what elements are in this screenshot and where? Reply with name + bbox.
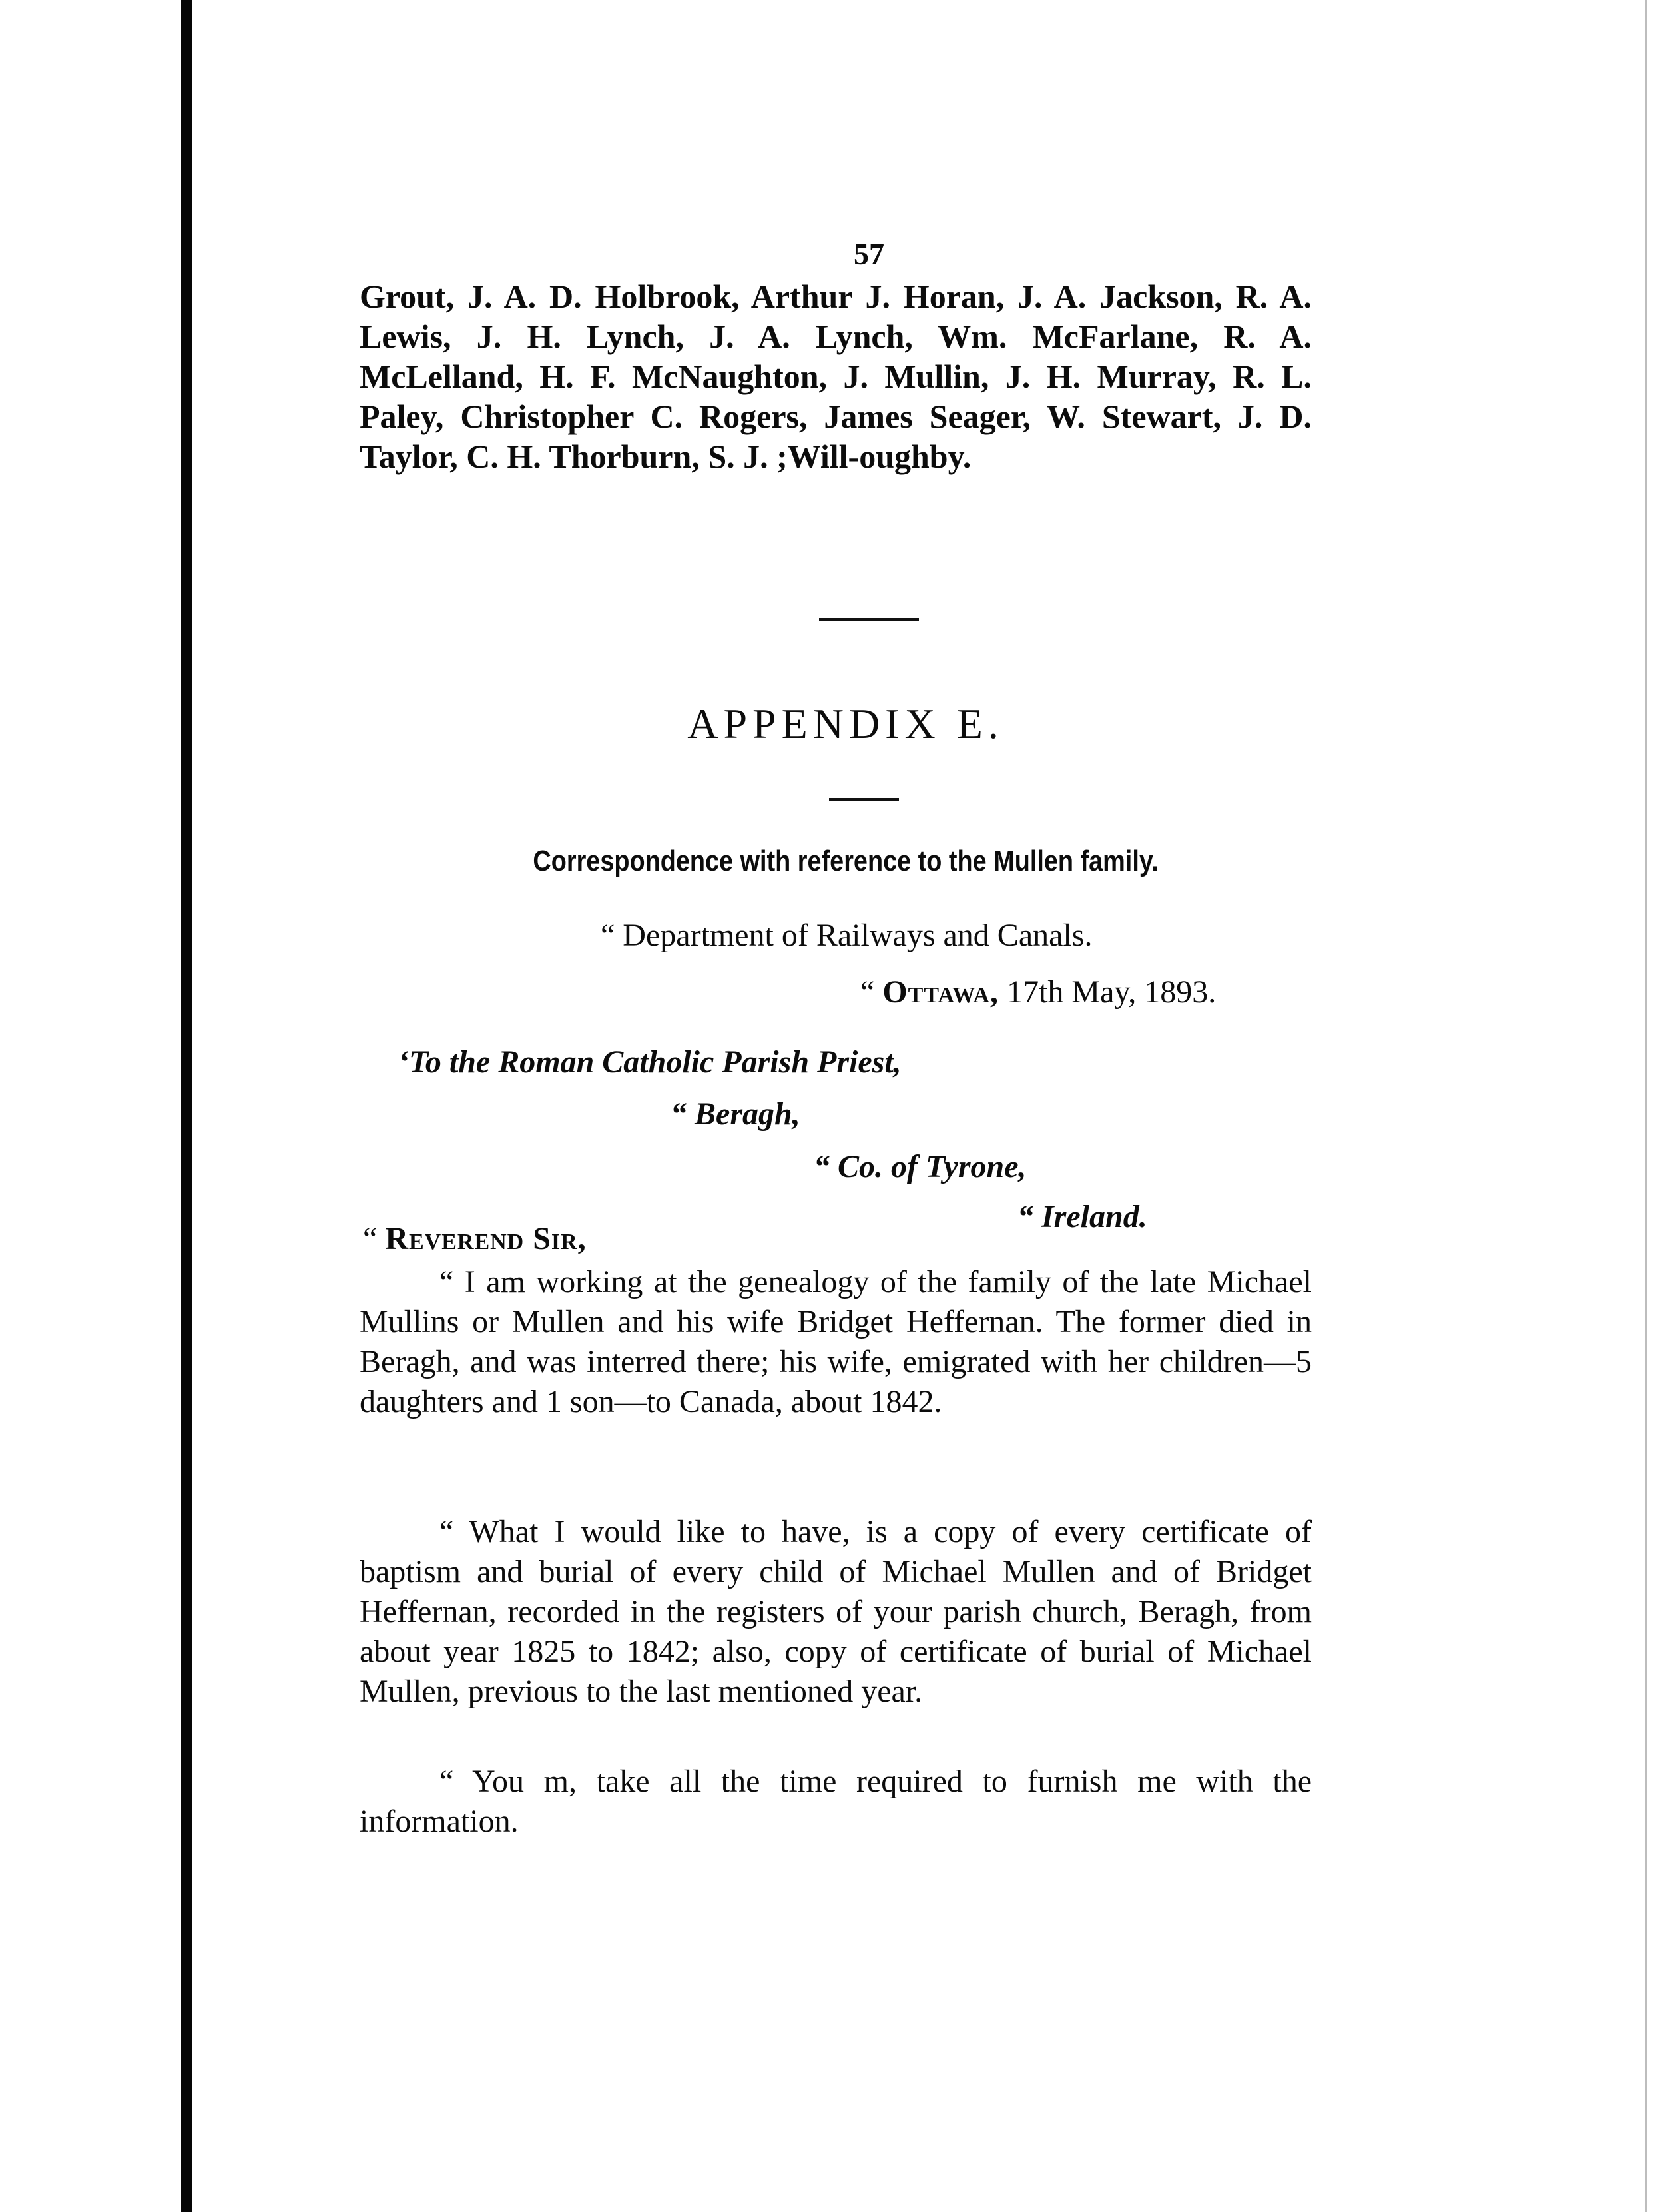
address-line-3: “ Co. of Tyrone, [814,1149,1027,1184]
top-divider [819,618,919,621]
appendix-title: APPENDIX E. [687,700,1004,747]
date-rest: 17th May, 1893. [999,974,1217,1010]
paragraph-2-text: “ What I would like to have, is a copy of every certificate of baptism and burial of every child of Michael Mullen and of Bridget Heffernan, recorded in the registers of your parish church, Beragh, from about year 1825 to 1842; also, copy of certificate of burial of Michael Mullen, previous to the last mentioned year. [360,1514,1312,1709]
page-binding-edge [181,0,192,2212]
address-line-4: “ Ireland. [1017,1199,1147,1234]
letter-paragraph-3 [360,1762,1312,1850]
salutation [363,1219,587,1259]
letter-paragraph-1 [360,1262,1312,1430]
address-line-1: ‘To the Roman Catholic Parish Priest, [398,1044,902,1080]
page-number: 57 [854,237,884,271]
names-list: Grout, J. A. D. Holbrook, Arthur J. Horan, J. A. Jackson, R. A. Lewis, J. H. Lynch, J. A. Lynch, Wm. McFarlane, R. A. McLelland, H. F. McNaughton, J. Mullin, J. H. Murray, R. L. Paley, Christopher C. Rogers, James Seager, W. Stewart, J. D. Taylor, C. H. Thorburn, S. J. ;Will-oughby. [360,278,1312,475]
paragraph-1-text: “ I am working at the genealogy of the family of the late Michael Mullins or Mullen and his wife Bridget Heffernan. The former died in Beragh, and was interred there; his wife, emigrated with her children—5 daughters and 1 son—to Canada, about 1842. [360,1264,1312,1419]
appendix-subtitle: Correspondence with reference to the Mullen family. [533,845,1159,877]
letter-date [860,972,1216,1012]
paragraph-3-text: “ You m, take all the time required to furnish me with the information. [360,1764,1312,1839]
page-right-edge [1645,0,1647,2212]
date-prefix: “ [860,974,883,1010]
salutation-text: Reverend Sir, [385,1221,587,1256]
salutation-prefix: “ [363,1221,386,1256]
sender-department: “ Department of Railways and Canals. [601,918,1093,953]
address-line-2: “ Beragh, [671,1096,800,1132]
date-place: Ottawa, [882,974,999,1010]
title-divider [829,798,899,801]
letter-paragraph-2 [360,1512,1312,1720]
